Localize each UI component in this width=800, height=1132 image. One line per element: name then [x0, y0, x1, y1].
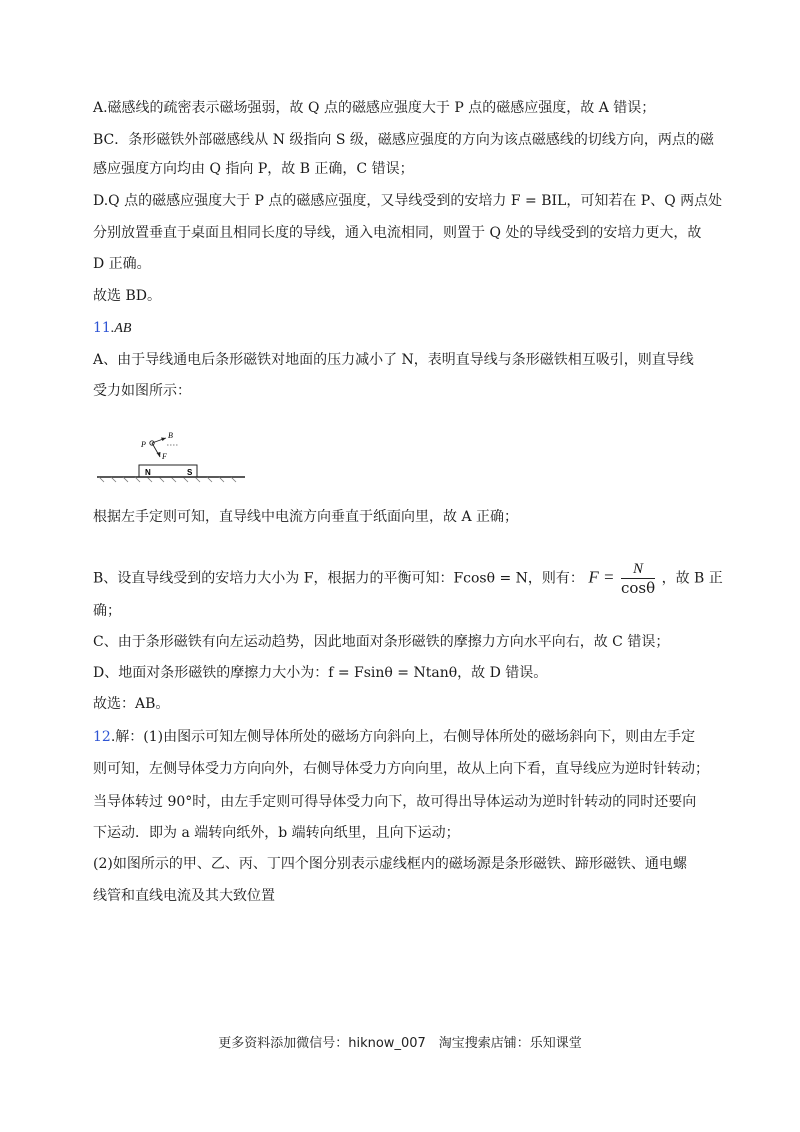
text-line: 下运动．即为 a 端转向纸外，b 端转向纸里，且向下运动； — [93, 825, 460, 841]
text-line: 根据左手定则可知，直导线中电流方向垂直于纸面向里，故 A 正确； — [93, 509, 519, 525]
field-b-label: B — [168, 431, 173, 440]
text-line: 则可知，左侧导体受力方向向外，右侧导体受力方向向里，故从上向下看，直导线应为逆时针转动； — [93, 761, 709, 777]
magnet-s-label: S — [187, 468, 193, 477]
question-answer: .AB — [110, 321, 132, 336]
text-line: (2)如图所示的甲、乙、丙、丁四个图分别表示虚线框内的磁场源是条形磁铁、蹄形磁铁、通电螺 — [93, 856, 687, 872]
text-segment: B、设直导线受到的安培力大小为 F，根据力的平衡可知：Fcosθ = N，则有： — [93, 570, 584, 587]
text-line: D、地面对条形磁铁的摩擦力大小为：f = Fsinθ = Ntanθ，故 D 错误。 — [93, 665, 548, 681]
text-line: 感应强度方向均由 Q 指向 P，故 B 正确，C 错误； — [93, 161, 414, 177]
text-line: C、由于条形磁铁有向左运动趋势，因此地面对条形磁铁的摩擦力方向水平向右，故 C 错误； — [93, 634, 670, 650]
text-line: BC．条形磁铁外部磁感线从 N 级指向 S 级，磁感应强度的方向为该点磁感线的切线方向，两点的磁 — [93, 132, 714, 148]
text-line: D.Q 点的磁感应强度大于 P 点的磁感应强度，又导线受到的安培力 F = BIL，可知若在 P、Q 两点处 — [93, 193, 723, 209]
text-line: 故选 BD。 — [93, 288, 161, 304]
force-f-label: F — [162, 452, 167, 461]
text-line: 确； — [93, 603, 121, 619]
question-number: 12 — [93, 729, 111, 745]
fraction-denominator: cosθ — [620, 579, 656, 597]
text-line: 受力如图所示： — [93, 383, 191, 399]
text-segment: .解：(1)由图示可知左侧导体所处的磁场方向斜向上，右侧导体所处的磁场斜向下，则由左手定 — [110, 729, 696, 745]
text-line: D 正确。 — [93, 256, 151, 272]
fraction-numerator: N — [621, 560, 655, 579]
text-line: A.磁感线的疏密表示磁场强弱，故 Q 点的磁感应强度大于 P 点的磁感应强度，故 A 错误； — [93, 100, 656, 116]
question-11-header — [93, 318, 131, 339]
magnet-n-label: N — [145, 468, 151, 477]
text-line: 当导体转过 90°时，由左手定则可得导体受力向下，故可得出导体运动为逆时针转动的同时还要向 — [93, 794, 697, 810]
page-footer: 更多资料添加微信号：hiknow_007 淘宝搜索店铺：乐知课堂 — [218, 1036, 582, 1051]
text-line: A、由于导线通电后条形磁铁对地面的压力减小了 N，表明直导线与条形磁铁相互吸引，则直导线 — [93, 352, 694, 368]
formula-f: F = — [588, 567, 615, 587]
question-number: 11 — [93, 320, 111, 336]
text-line-with-fraction — [93, 560, 723, 597]
field-arrowhead — [161, 438, 166, 442]
text-segment: ，故 B 正 — [661, 570, 723, 587]
fraction — [621, 560, 655, 597]
point-p-label: P — [141, 440, 146, 449]
force-diagram — [95, 425, 247, 483]
question-12-line — [93, 727, 695, 747]
text-line: 故选：AB。 — [93, 696, 170, 712]
text-line: 分别放置垂直于桌面且相同长度的导线，通入电流相同，则置于 Q 处的导线受到的安培力更大，故 — [93, 225, 702, 241]
text-line: 线管和直线电流及其大致位置 — [93, 888, 275, 904]
